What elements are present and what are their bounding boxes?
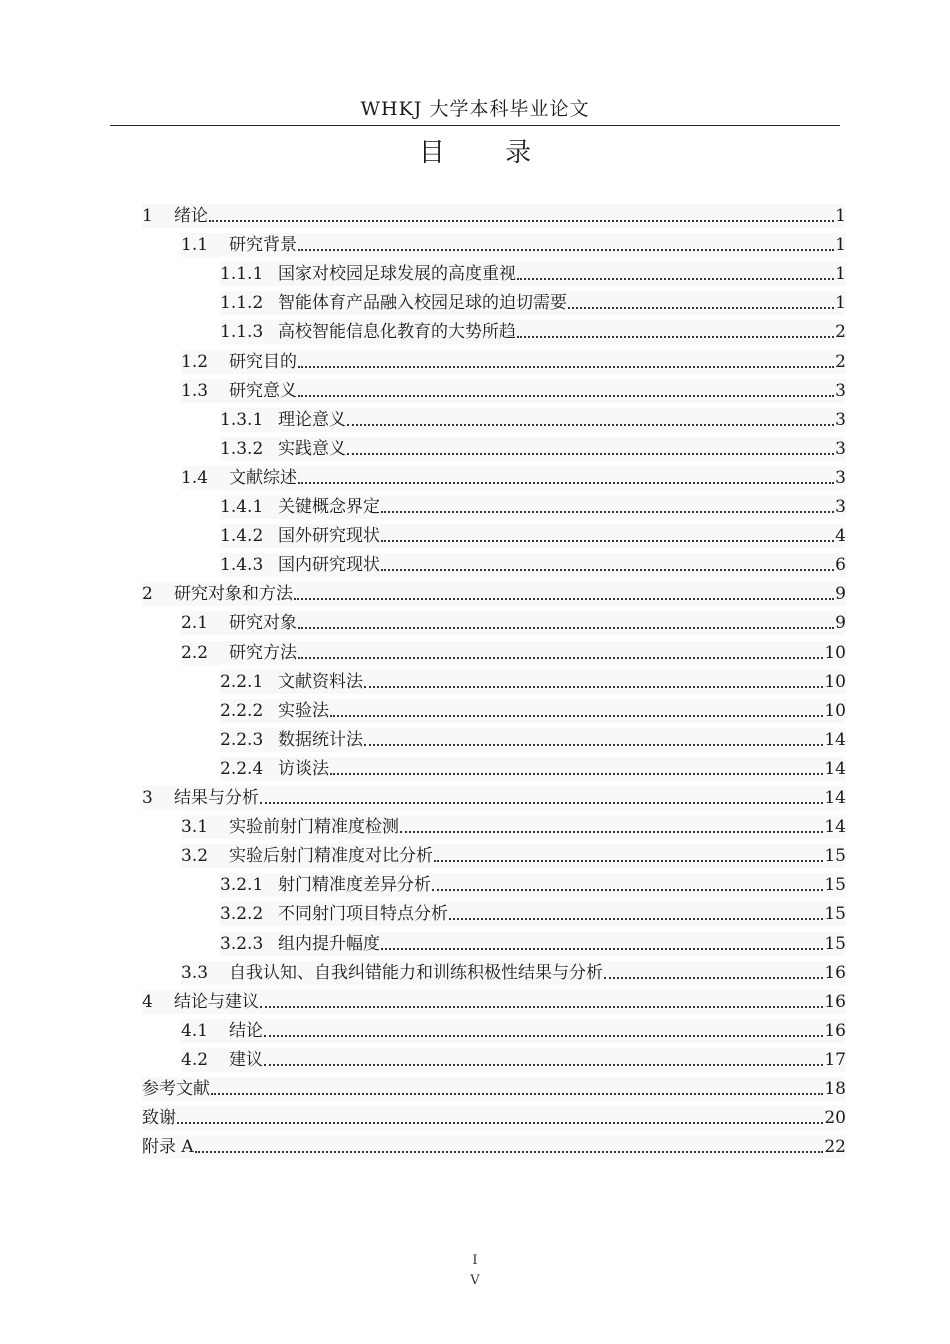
toc-entry-number: 1.1 (181, 235, 209, 256)
toc-entry-title: 访谈法 (278, 758, 329, 779)
toc-entry-page: 3 (835, 409, 846, 430)
toc-entry-page: 10 (824, 642, 846, 663)
toc-entry-number: 1.1.2 (220, 293, 264, 314)
dot-leader (195, 1135, 824, 1159)
toc-entry-page: 1 (835, 293, 846, 314)
footer-page-number: I (472, 1253, 478, 1268)
dot-leader (347, 408, 834, 432)
toc-entry-page: 16 (824, 991, 846, 1012)
toc-entry-page: 18 (824, 1079, 846, 1099)
dot-leader (517, 320, 834, 344)
toc-entry[interactable] (181, 815, 846, 839)
toc-entry[interactable] (142, 1077, 846, 1101)
toc-entry-title: 研究目的 (229, 351, 297, 372)
toc-entry-title: 国家对校园足球发展的高度重视 (278, 264, 516, 285)
toc-entry-page: 9 (835, 613, 846, 634)
toc-entry[interactable] (220, 262, 846, 286)
toc-entry[interactable] (181, 961, 846, 985)
dot-leader (209, 204, 834, 228)
toc-entry-title: 附录 A (142, 1137, 194, 1158)
toc-entry-number: 3 (142, 788, 153, 808)
toc-entry-title: 绪论 (174, 206, 208, 226)
dot-leader (568, 291, 834, 315)
toc-entry-page: 15 (824, 875, 846, 896)
dot-leader (298, 641, 823, 665)
toc-entry-title: 研究方法 (229, 642, 297, 663)
dot-leader (211, 1077, 823, 1101)
toc-entry[interactable] (181, 844, 846, 868)
toc-entry-page: 2 (835, 351, 846, 372)
toc-entry[interactable] (220, 902, 846, 926)
dot-leader (298, 611, 834, 635)
toc-entry-title: 理论意义 (278, 409, 346, 430)
toc-entry-page: 2 (835, 322, 846, 343)
toc-entry-page: 15 (824, 904, 846, 925)
toc-entry[interactable] (181, 1048, 846, 1072)
toc-entry-page: 15 (824, 933, 846, 954)
dot-leader (364, 670, 823, 694)
toc-entry[interactable] (142, 204, 846, 228)
toc-entry-title: 研究对象 (229, 613, 297, 634)
dot-leader (400, 815, 823, 839)
toc-entry-page: 14 (824, 788, 846, 808)
toc-entry-title: 建议 (229, 1049, 263, 1070)
toc-entry-number: 2.2.1 (220, 671, 264, 692)
toc-entry-number: 2 (142, 584, 153, 605)
toc-entry-title: 组内提升幅度 (278, 933, 380, 954)
toc-entry-title: 文献资料法 (278, 671, 363, 692)
toc-entry[interactable] (220, 320, 846, 344)
toc-entry[interactable] (181, 350, 846, 374)
toc-entry-title: 自我认知、自我纠错能力和训练积极性结果与分析 (229, 962, 603, 983)
toc-entry-number: 1.3 (181, 380, 209, 401)
toc-entry[interactable] (220, 699, 846, 723)
toc-entry-title: 实验法 (278, 700, 329, 721)
toc-entry[interactable] (181, 233, 846, 257)
dot-leader (347, 437, 834, 461)
toc-entry-number: 1.4.2 (220, 526, 264, 547)
toc-entry-number: 4.2 (181, 1049, 209, 1070)
toc-entry-page: 14 (824, 729, 846, 750)
toc-entry-title: 数据统计法 (278, 729, 363, 750)
dot-leader (364, 728, 823, 752)
toc-entry-title: 射门精准度差异分析 (278, 875, 431, 896)
toc-entry[interactable] (142, 990, 846, 1014)
toc-entry-title: 结论 (229, 1020, 263, 1041)
toc-entry-page: 6 (835, 555, 846, 576)
toc-entry[interactable] (220, 291, 846, 315)
toc-entry-number: 1.2 (181, 351, 209, 372)
dot-leader (381, 524, 834, 548)
toc-entry-number: 2.2 (181, 642, 209, 663)
toc-entry-number: 3.1 (181, 817, 209, 838)
toc-entry-page: 10 (824, 671, 846, 692)
toc-entry[interactable] (220, 495, 846, 519)
dot-leader (264, 1048, 823, 1072)
toc-entry-page: 1 (835, 206, 846, 226)
toc-entry-title: 实验前射门精准度检测 (229, 817, 399, 838)
dot-leader (381, 932, 823, 956)
toc-entry[interactable] (220, 408, 846, 432)
toc-entry-number: 1.4.1 (220, 497, 264, 517)
toc-entry-number: 1.4 (181, 467, 209, 488)
toc-entry-number: 3.2.1 (220, 875, 264, 896)
toc-entry-title: 研究对象和方法 (174, 584, 293, 605)
toc-entry-page: 1 (835, 235, 846, 256)
toc-entry-title: 结果与分析 (174, 788, 259, 808)
dot-leader (381, 495, 834, 519)
toc-entry[interactable] (220, 873, 846, 897)
toc-entry[interactable] (220, 553, 846, 577)
toc-entry-page: 14 (824, 758, 846, 779)
toc-entry-title: 关键概念界定 (278, 497, 380, 517)
dot-leader (264, 1019, 823, 1043)
toc-entry-number: 2.1 (181, 613, 209, 634)
dot-leader (434, 844, 823, 868)
toc-entry-number: 3.3 (181, 962, 209, 983)
toc-entry[interactable] (220, 524, 846, 548)
toc-entry[interactable] (142, 582, 846, 606)
toc-entry[interactable] (220, 728, 846, 752)
toc-entry-number: 1 (142, 206, 153, 226)
toc-entry-title: 国外研究现状 (278, 526, 380, 547)
toc-entry-page: 16 (824, 962, 846, 983)
toc-entry-page: 9 (835, 584, 846, 605)
toc-entry-number: 1.3.2 (220, 438, 264, 459)
toc-entry-page: 10 (824, 700, 846, 721)
toc-entry-number: 3.2.3 (220, 933, 264, 954)
toc-entry-title: 致谢 (142, 1108, 176, 1129)
dot-leader (604, 961, 823, 985)
toc-entry-page: 20 (824, 1108, 846, 1129)
toc-entry-title: 高校智能信息化教育的大势所趋 (278, 322, 516, 343)
toc-entry-page: 4 (835, 526, 846, 547)
toc-entry-page: 16 (824, 1020, 846, 1041)
toc-entry-page: 14 (824, 817, 846, 838)
toc-title: 目 录 (418, 138, 558, 168)
toc-entry[interactable] (220, 932, 846, 956)
toc-entry-number: 4 (142, 991, 153, 1012)
toc-entry-number: 2.2.4 (220, 758, 264, 779)
dot-leader (298, 466, 834, 490)
dot-leader (517, 262, 834, 286)
toc-entry[interactable] (181, 641, 846, 665)
footer-page-number-secondary: V (470, 1273, 480, 1288)
toc-entry[interactable] (142, 786, 846, 810)
toc-entry-title: 研究意义 (229, 380, 297, 401)
toc-entry-page: 17 (824, 1049, 846, 1070)
toc-entry-page: 15 (824, 846, 846, 867)
toc-entry-number: 1.1.3 (220, 322, 264, 343)
toc-entry[interactable] (220, 437, 846, 461)
toc-entry-number: 2.2.3 (220, 729, 264, 750)
dot-leader (449, 902, 823, 926)
toc-entry-title: 文献综述 (229, 467, 297, 488)
toc-entry-page: 3 (835, 497, 846, 517)
dot-leader (260, 786, 823, 810)
toc-entry-title: 智能体育产品融入校园足球的迫切需要 (278, 293, 567, 314)
dot-leader (294, 582, 834, 606)
toc-entry-number: 3.2 (181, 846, 209, 867)
dot-leader (260, 990, 823, 1014)
toc-entry-number: 1.3.1 (220, 409, 264, 430)
toc-entry[interactable] (181, 1019, 846, 1043)
toc-entry-number: 2.2.2 (220, 700, 264, 721)
toc-entry-title: 国内研究现状 (278, 555, 380, 576)
header-rule (110, 125, 840, 126)
dot-leader (432, 873, 823, 897)
toc-entry-page: 22 (824, 1137, 846, 1158)
toc-entry-title: 结论与建议 (174, 991, 259, 1012)
dot-leader (330, 699, 823, 723)
toc-entry[interactable] (220, 757, 846, 781)
dot-leader (381, 553, 834, 577)
toc-entry-title: 实验后射门精准度对比分析 (229, 846, 433, 867)
running-header-title: WHKJ 大学本科毕业论文 (360, 98, 590, 120)
dot-leader (177, 1106, 823, 1130)
toc-entry[interactable] (181, 379, 846, 403)
dot-leader (298, 350, 834, 374)
toc-entry[interactable] (181, 466, 846, 490)
dot-leader (298, 379, 834, 403)
toc-entry-title: 研究背景 (229, 235, 297, 256)
toc-entry[interactable] (181, 611, 846, 635)
toc-entry-number: 1.4.3 (220, 555, 264, 576)
dot-leader (330, 757, 823, 781)
toc-entry-page: 3 (835, 380, 846, 401)
toc-entry-title: 参考文献 (142, 1079, 210, 1099)
toc-entry-page: 3 (835, 467, 846, 488)
toc-entry[interactable] (142, 1106, 846, 1130)
toc-entry-title: 实践意义 (278, 438, 346, 459)
toc-entry-page: 3 (835, 438, 846, 459)
toc-entry[interactable] (220, 670, 846, 694)
dot-leader (298, 233, 834, 257)
toc-entry-number: 1.1.1 (220, 264, 264, 285)
toc-entry-number: 4.1 (181, 1020, 209, 1041)
toc-entry-page: 1 (835, 264, 846, 285)
toc-entry[interactable] (142, 1135, 846, 1159)
toc-entry-title: 不同射门项目特点分析 (278, 904, 448, 925)
toc-entry-number: 3.2.2 (220, 904, 264, 925)
